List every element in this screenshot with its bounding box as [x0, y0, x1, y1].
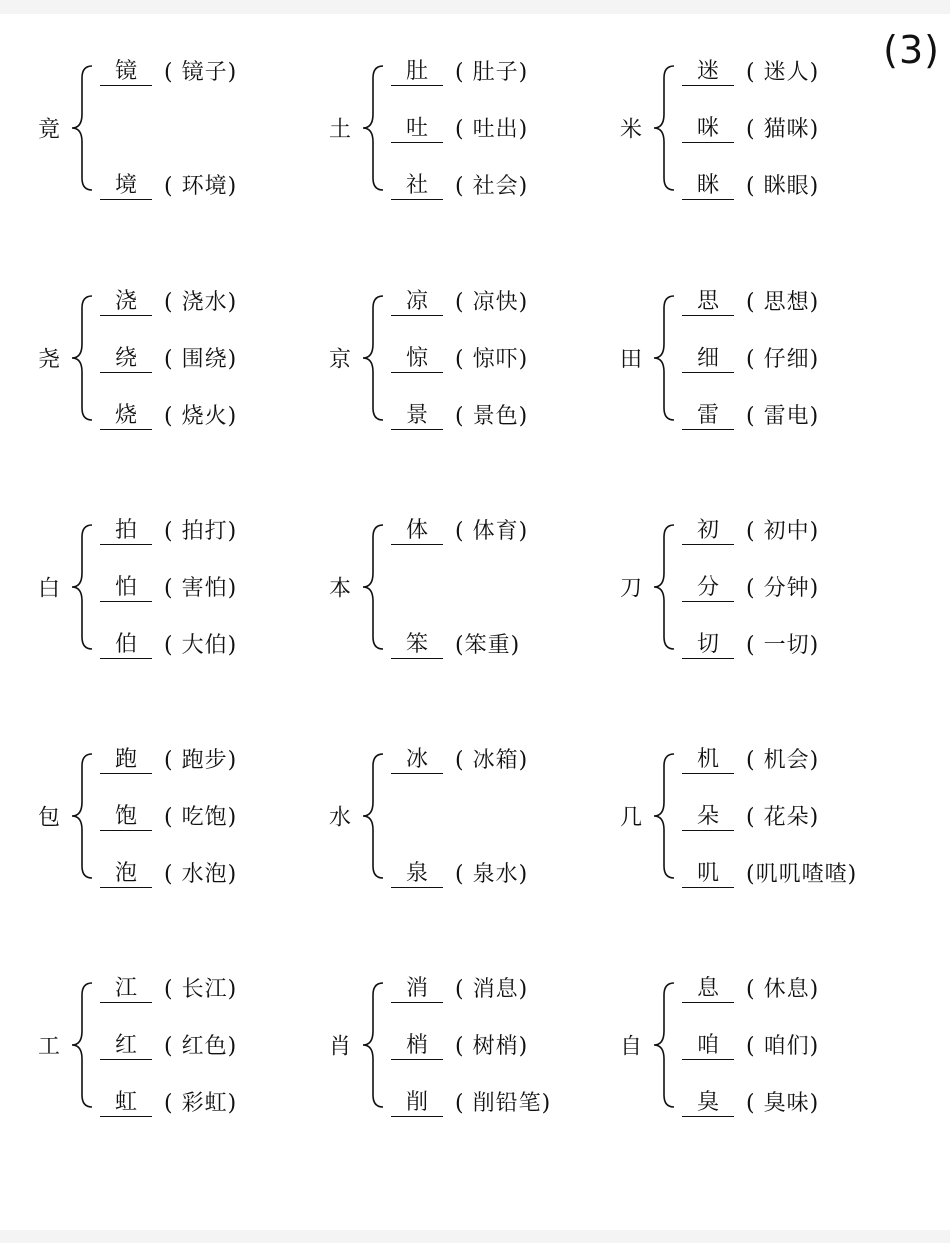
answer-character: 朵	[682, 804, 734, 831]
example-word: ( 镜子)	[164, 60, 238, 85]
curly-brace	[351, 746, 391, 886]
word-row	[391, 115, 528, 143]
curly-brace	[60, 746, 100, 886]
character-group	[616, 975, 916, 1115]
root-character: 几	[619, 805, 642, 831]
answer-character: 凉	[391, 289, 443, 316]
example-word: ( 树梢)	[455, 1034, 529, 1059]
word-row	[682, 115, 819, 143]
root-character: 刀	[619, 576, 642, 602]
word-row	[682, 975, 819, 1003]
example-word: ( 咱们)	[746, 1034, 820, 1059]
word-row	[100, 631, 237, 659]
example-word: ( 思想)	[746, 290, 820, 315]
word-row	[682, 860, 857, 888]
example-word: ( 红色)	[164, 1034, 238, 1059]
root-character: 土	[328, 117, 351, 143]
answer-character: 泉	[391, 861, 443, 888]
answer-character: 虹	[100, 1090, 152, 1117]
character-group	[325, 288, 625, 428]
example-word: ( 浇水)	[164, 290, 238, 315]
example-word: ( 休息)	[746, 977, 820, 1002]
character-group	[34, 58, 334, 198]
word-row	[391, 746, 528, 774]
root-character: 本	[328, 576, 351, 602]
example-word: ( 体育)	[455, 519, 529, 544]
word-row	[100, 1032, 237, 1060]
example-word: ( 分钟)	[746, 576, 820, 601]
root-character: 肖	[328, 1034, 351, 1060]
answer-character: 吐	[391, 116, 443, 143]
example-word: ( 彩虹)	[164, 1091, 238, 1116]
answer-character: 镜	[100, 59, 152, 86]
example-word: ( 消息)	[455, 977, 529, 1002]
word-row	[682, 288, 819, 316]
word-row	[682, 58, 819, 86]
answer-character: 景	[391, 403, 443, 430]
example-word: ( 削铅笔)	[455, 1091, 552, 1116]
answer-character: 江	[100, 976, 152, 1003]
curly-brace	[351, 58, 391, 198]
word-row	[100, 288, 237, 316]
answer-character: 机	[682, 747, 734, 774]
word-row	[391, 58, 528, 86]
word-row	[391, 1032, 528, 1060]
answer-character: 烧	[100, 403, 152, 430]
word-row	[682, 402, 819, 430]
answer-character: 怕	[100, 575, 152, 602]
answer-character: 眯	[682, 173, 734, 200]
answer-character: 削	[391, 1090, 443, 1117]
word-row	[100, 402, 237, 430]
root-character: 米	[619, 117, 642, 143]
example-word: ( 吐出)	[455, 117, 529, 142]
root-character: 竟	[37, 117, 60, 143]
root-character: 水	[328, 805, 351, 831]
curly-brace	[60, 517, 100, 657]
character-group	[325, 58, 625, 198]
character-group	[616, 746, 916, 886]
word-row	[682, 803, 819, 831]
answer-character: 叽	[682, 861, 734, 888]
curly-brace	[60, 58, 100, 198]
answer-character: 分	[682, 575, 734, 602]
character-group	[616, 288, 916, 428]
word-row	[682, 574, 819, 602]
example-word: ( 花朵)	[746, 805, 820, 830]
example-word: (笨重)	[455, 633, 521, 658]
word-row	[682, 1089, 819, 1117]
character-group	[34, 288, 334, 428]
answer-character: 跑	[100, 747, 152, 774]
answer-character: 红	[100, 1033, 152, 1060]
curly-brace	[642, 975, 682, 1115]
character-group	[616, 58, 916, 198]
worksheet-page	[0, 14, 950, 1230]
example-word: ( 泉水)	[455, 862, 529, 887]
example-word: ( 初中)	[746, 519, 820, 544]
word-row	[682, 345, 819, 373]
answer-character: 拍	[100, 518, 152, 545]
word-row	[100, 345, 237, 373]
word-row	[100, 517, 237, 545]
example-word: ( 景色)	[455, 404, 529, 429]
curly-brace	[642, 58, 682, 198]
word-row	[391, 975, 528, 1003]
word-row	[100, 860, 237, 888]
word-row	[682, 1032, 819, 1060]
page-number: (3)	[883, 28, 940, 72]
answer-character: 饱	[100, 804, 152, 831]
word-row	[100, 746, 237, 774]
root-character: 田	[619, 347, 642, 373]
example-word: (叽叽喳喳)	[746, 862, 858, 887]
word-row	[391, 860, 528, 888]
root-character: 包	[37, 805, 60, 831]
example-word: ( 冰箱)	[455, 748, 529, 773]
example-word: ( 肚子)	[455, 60, 529, 85]
word-row	[682, 746, 819, 774]
word-row	[391, 1089, 551, 1117]
curly-brace	[642, 746, 682, 886]
answer-character: 思	[682, 289, 734, 316]
example-word: ( 环境)	[164, 174, 238, 199]
answer-character: 社	[391, 173, 443, 200]
word-row	[391, 172, 528, 200]
example-word: ( 凉快)	[455, 290, 529, 315]
curly-brace	[642, 288, 682, 428]
example-word: ( 臭味)	[746, 1091, 820, 1116]
character-group	[325, 975, 625, 1115]
example-word: ( 跑步)	[164, 748, 238, 773]
root-character: 京	[328, 347, 351, 373]
curly-brace	[351, 517, 391, 657]
answer-character: 笨	[391, 632, 443, 659]
word-row	[100, 172, 237, 200]
answer-character: 切	[682, 632, 734, 659]
answer-character: 惊	[391, 346, 443, 373]
example-word: ( 长江)	[164, 977, 238, 1002]
answer-character: 消	[391, 976, 443, 1003]
word-row	[682, 631, 819, 659]
answer-character: 冰	[391, 747, 443, 774]
example-word: ( 围绕)	[164, 347, 238, 372]
curly-brace	[351, 288, 391, 428]
word-row	[391, 345, 528, 373]
answer-character: 雷	[682, 403, 734, 430]
word-row	[391, 517, 528, 545]
answer-character: 浇	[100, 289, 152, 316]
example-word: ( 社会)	[455, 174, 529, 199]
example-word: ( 水泡)	[164, 862, 238, 887]
curly-brace	[60, 975, 100, 1115]
root-character: 白	[37, 576, 60, 602]
answer-character: 肚	[391, 59, 443, 86]
example-word: ( 仔细)	[746, 347, 820, 372]
answer-character: 细	[682, 346, 734, 373]
word-row	[682, 172, 819, 200]
curly-brace	[351, 975, 391, 1115]
example-word: ( 烧火)	[164, 404, 238, 429]
example-word: ( 害怕)	[164, 576, 238, 601]
example-word: ( 眯眼)	[746, 174, 820, 199]
word-row	[391, 288, 528, 316]
example-word: ( 雷电)	[746, 404, 820, 429]
curly-brace	[642, 517, 682, 657]
character-group	[34, 975, 334, 1115]
answer-character: 境	[100, 173, 152, 200]
word-row	[682, 517, 819, 545]
example-word: ( 拍打)	[164, 519, 238, 544]
answer-character: 息	[682, 976, 734, 1003]
word-row	[100, 975, 237, 1003]
example-word: ( 机会)	[746, 748, 820, 773]
example-word: ( 吃饱)	[164, 805, 238, 830]
answer-character: 绕	[100, 346, 152, 373]
root-character: 工	[37, 1034, 60, 1060]
word-row	[391, 402, 528, 430]
root-character: 尧	[37, 347, 60, 373]
answer-character: 伯	[100, 632, 152, 659]
word-row	[100, 58, 237, 86]
answer-character: 迷	[682, 59, 734, 86]
word-row	[100, 803, 237, 831]
word-row	[100, 574, 237, 602]
character-group	[616, 517, 916, 657]
answer-character: 泡	[100, 861, 152, 888]
answer-character: 体	[391, 518, 443, 545]
answer-character: 臭	[682, 1090, 734, 1117]
example-word: ( 惊吓)	[455, 347, 529, 372]
answer-character: 咪	[682, 116, 734, 143]
example-word: ( 迷人)	[746, 60, 820, 85]
answer-character: 咱	[682, 1033, 734, 1060]
character-group	[34, 517, 334, 657]
word-row	[391, 631, 520, 659]
example-word: ( 猫咪)	[746, 117, 820, 142]
character-group	[325, 517, 625, 657]
example-word: ( 大伯)	[164, 633, 238, 658]
word-row	[100, 1089, 237, 1117]
curly-brace	[60, 288, 100, 428]
character-group	[34, 746, 334, 886]
example-word: ( 一切)	[746, 633, 820, 658]
answer-character: 初	[682, 518, 734, 545]
root-character: 自	[619, 1034, 642, 1060]
character-group	[325, 746, 625, 886]
answer-character: 梢	[391, 1033, 443, 1060]
